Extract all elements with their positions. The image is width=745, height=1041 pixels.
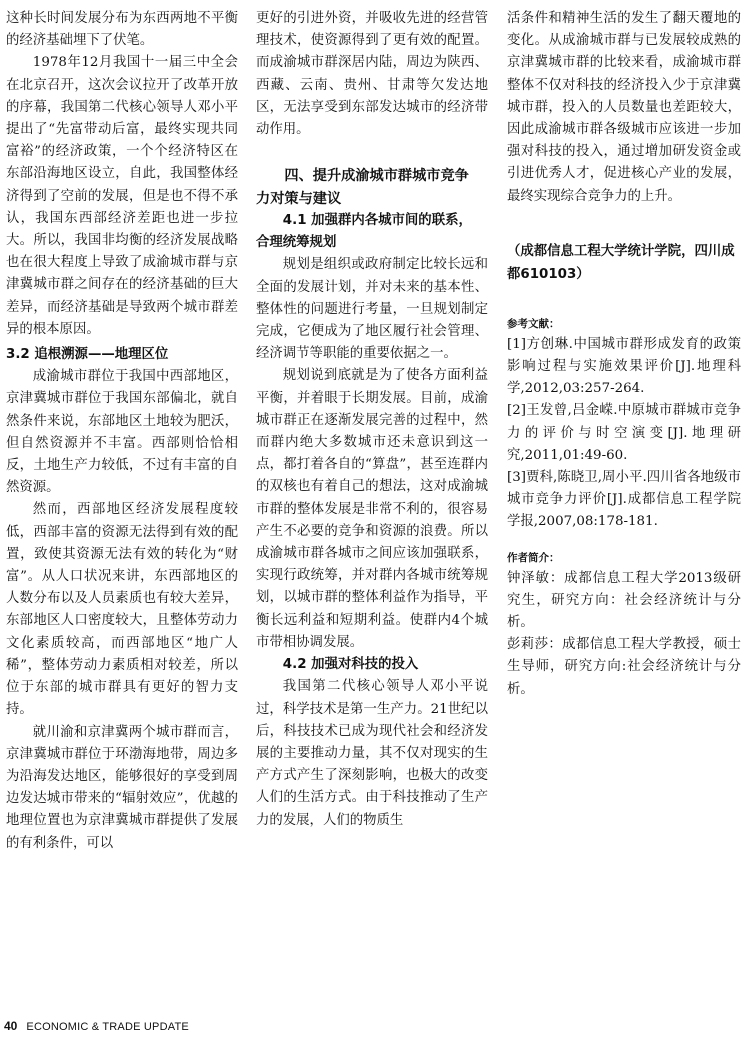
column-middle xyxy=(256,8,488,832)
chapter-heading-line: 四、提升成渝城市群城市竞争 xyxy=(284,168,469,185)
paragraph: 成渝城市群位于我国中西部地区，京津冀城市群位于我国东部偏北，就自然条件来说，东部地区土地较为肥沃，但自然资源并不丰富。西部则恰恰相反，土地生产力较低，不过有丰富的自然资源。 xyxy=(6,369,238,496)
page-footer xyxy=(4,1019,189,1033)
paragraph: 这种长时间发展分布为东西两地不平衡的经济基础埋下了伏笔。 xyxy=(6,11,238,49)
reference-item: [3]贾科,陈晓卫,周小平.四川省各地级市城市竞争力评价[J].成都信息工程学院学报,2007,08:178-181. xyxy=(507,470,741,530)
chapter-heading-4 xyxy=(256,165,488,210)
paragraph: 活条件和精神生活的发生了翻天覆地的变化。从成渝城市群与已发展较成熟的京津冀城市群的比较来看，成渝城市群整体不仅对科技的经济投入少于京津冀城市群，投入的人员数量也差距较大，因此成渝城市群各级城市应该进一步加强对科技的投入，通过增加研发资金或引进优秀人才，促进核心产业的发展，最终实现综合竞争力的上升。 xyxy=(507,11,741,204)
paragraph: 我国第二代核心领导人邓小平说过，科学技术是第一生产力。21世纪以后，科技技术已成为现代社会和经济发展的主要推动力量，其不仅对现实的生产方式产生了深刻影响，也极大的改变人们的生活方式。由于科技推动了生产力的发展，人们的物质生 xyxy=(256,679,488,828)
column-right xyxy=(507,8,741,701)
author-bio: 彭莉莎：成都信息工程大学教授，硕士生导师，研究方向:社会经济统计与分析。 xyxy=(507,637,741,697)
section-heading-4-1: 4.1 加强群内各城市间的联系， xyxy=(282,213,472,229)
paragraph: 更好的引进外资，并吸收先进的经营管理技术，使资源得到了更有效的配置。而成渝城市群深居内陆，周边为陕西、西藏、云南、贵州、甘肃等欠发达地区，无法享受到东部发达城市的经济带动作用。 xyxy=(256,11,488,138)
chapter-heading-line: 力对策与建议 xyxy=(256,190,342,207)
journal-name: ECONOMIC & TRADE UPDATE xyxy=(26,1021,189,1033)
paragraph: 规划是组织或政府制定比较长远和全面的发展计划，并对未来的基本性、整体性的问题进行考量，一旦规划制定完成，它便成为了地区履行社会管理、经济调节等职能的重要依据之一。 xyxy=(256,257,488,362)
section-heading-3-2: 3.2 追根溯源——地理区位 xyxy=(6,347,169,363)
references-label: 参考文献： xyxy=(507,317,560,330)
paragraph: 就川渝和京津冀两个城市群而言，京津冀城市群位于环渤海地带，周边多为沿海发达地区，能够很好的享受到周边发达城市带来的“辐射效应”，优越的地理位置也为京津冀城市群提供了发展的有利条件，可以 xyxy=(6,724,238,851)
section-heading-4-1-cont: 合理统筹规划 xyxy=(256,235,337,251)
reference-item: [2]王发曾,吕金嵘.中原城市群城市竞争力的评价与时空演变[J].地理研究,2011,01:49-60. xyxy=(507,403,741,463)
column-left xyxy=(6,8,238,855)
page-number: 40 xyxy=(4,1019,18,1033)
author-affiliation: （成都信息工程大学统计学院，四川成都610103） xyxy=(507,243,735,282)
paragraph: 规划说到底就是为了使各方面利益平衡，并着眼于长期发展。目前，成渝城市群正在逐渐发展完善的过程中，然而群内绝大多数城市还未意识到这一点，都打着各自的“算盘”，甚至连群内的双核也有着自己的想法，这对成渝城市群的整体发展是非常不利的，很容易产生不必要的竞争和资源的浪费。所以成渝城市群各城市之间应该加强联系，实现行政统筹，并对群内各城市统筹规划，以城市群的整体利益作为指导，平衡长远利益和短期利益。使群内4个城市带相协调发展。 xyxy=(256,368,488,650)
paragraph: 然而，西部地区经济发展程度较低，西部丰富的资源无法得到有效的配置，致使其资源无法有效的转化为“财富”。从人口状况来讲，东西部地区的人数分布以及人员素质也有较大差异，东部地区人口密度较大，且整体劳动力文化素质较高，而西部地区“地广人稀”，整体劳动力素质相对较差，所以位于东部的城市群具有更好的智力支持。 xyxy=(6,502,238,718)
paragraph: 1978年12月我国十一届三中全会在北京召开，这次会议拉开了改革开放的序幕，我国第二代核心领导人邓小平提出了“先富带动后富，最终实现共同富裕”的经济政策，一个个经济特区在东部沿海地区设立，自此，我国整体经济得到了空前的发展，但是也不得不承认，我国东西部经济差距也进一步拉大。所以，我国非均衡的经济发展战略也在很大程度上导致了成渝城市群与京津冀城市群之间存在的经济基础的巨大差异，而经济基础是导致两个城市群差异的根本原因。 xyxy=(6,55,238,337)
author-bio-label: 作者简介： xyxy=(507,551,560,564)
reference-item: [1]方创琳.中国城市群形成发育的政策影响过程与实施效果评价[J].地理科学,2012,03:257-264. xyxy=(507,336,741,397)
author-bio: 钟泽敏：成都信息工程大学2013级研究生，研究方向：社会经济统计与分析。 xyxy=(507,570,741,631)
section-heading-4-2: 4.2 加强对科技的投入 xyxy=(282,657,419,673)
